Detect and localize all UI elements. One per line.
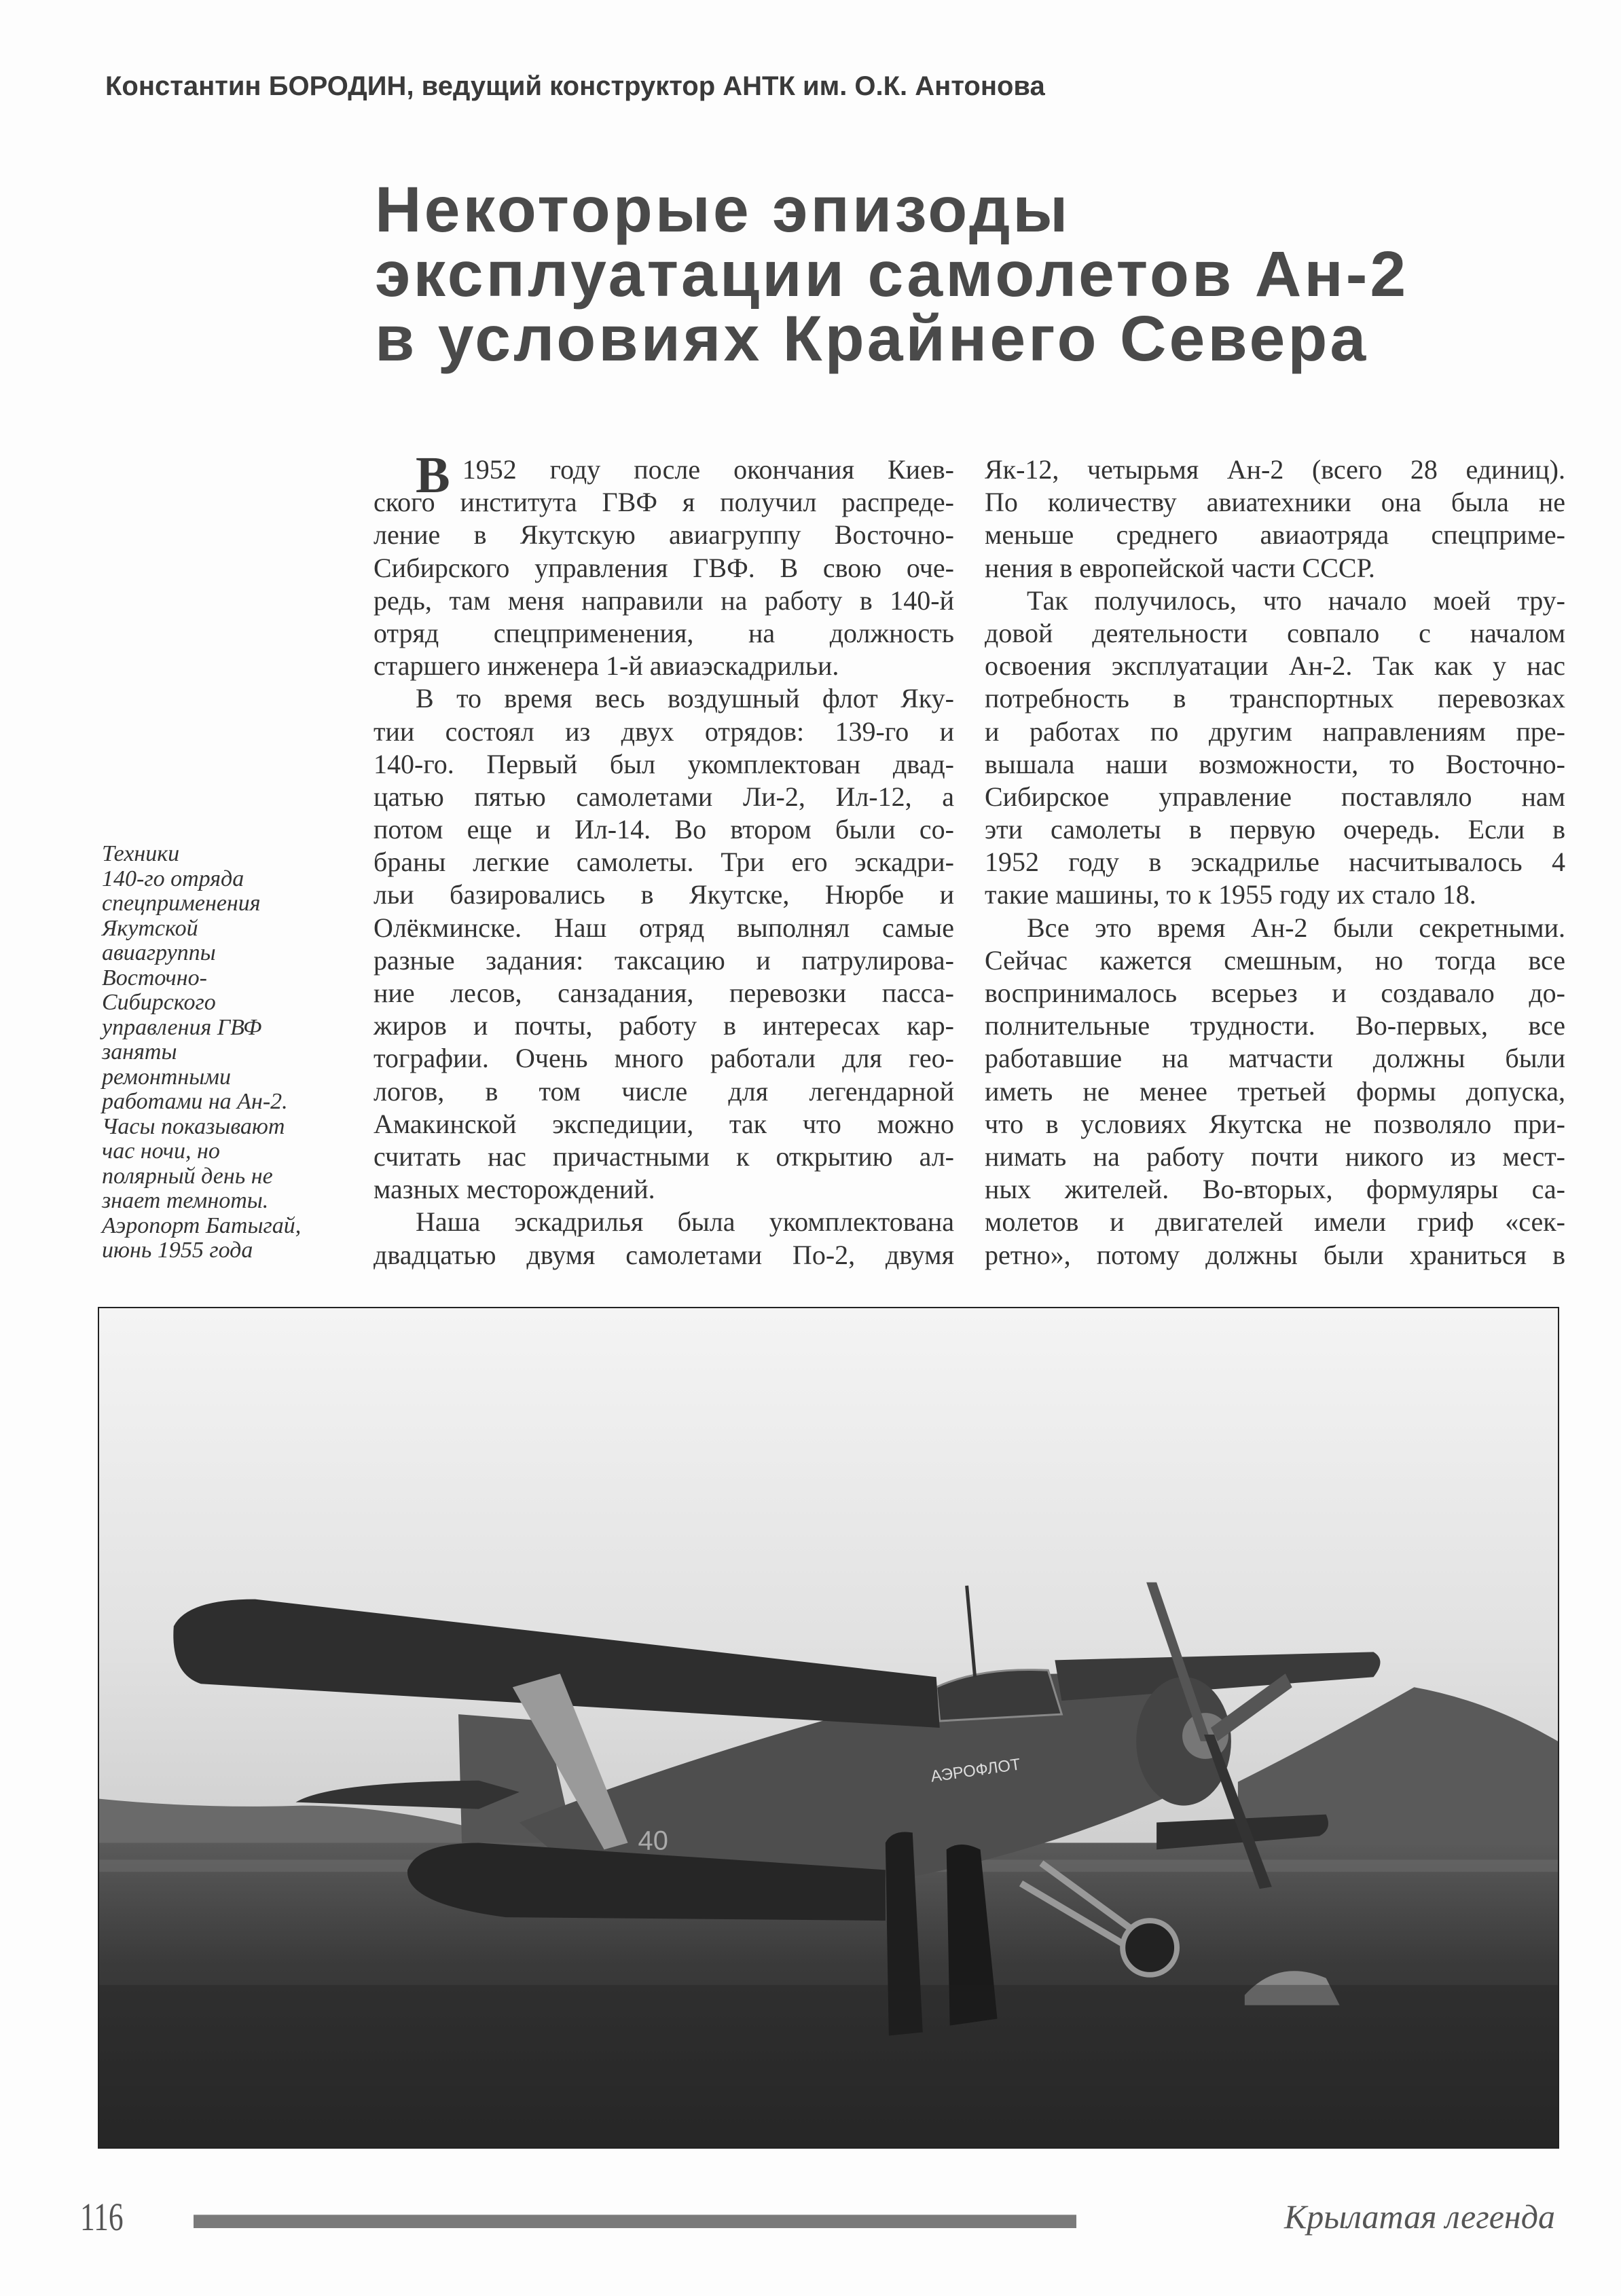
text-line: 1952 году в эскадрилье насчитывалось 4	[985, 847, 1565, 878]
text-line: разные задания: таксацию и патрулирова-	[374, 944, 954, 976]
author-byline: Константин БОРОДИН, ведущий конструктор АНТК им. О.К. Антонова	[105, 71, 1045, 101]
text-line: вышала наши возможности, то Восточно-	[985, 748, 1565, 779]
caption-line: Аэропорт Батыгай,	[102, 1212, 302, 1238]
text-line: льи базировались в Якутске, Нюрбе и	[374, 879, 954, 910]
caption-line: Якутской	[102, 915, 198, 941]
text-line: потом еще и Ил-14. Во втором были со-	[374, 814, 954, 845]
wheel	[1123, 1921, 1177, 1975]
text-line: считать нас причастными к открытию ал-	[374, 1141, 954, 1172]
caption-line: работами на Ан-2.	[102, 1089, 288, 1114]
text-line: Сейчас кажется смешным, но тогда все	[985, 944, 1565, 976]
text-line: что в условиях Якутска не позволяло при-	[985, 1108, 1565, 1139]
text-line: мазных месторождений.	[374, 1174, 655, 1205]
text-line-content: 1952 году после окончания Киев-	[462, 454, 954, 485]
text-line: потребность в транспортных перевозках	[985, 683, 1565, 714]
text-line: ление в Якутскую авиагруппу Восточно-	[374, 519, 954, 551]
drop-cap: В	[416, 447, 450, 504]
text-line: двадцатью двумя самолетами По-2, двумя	[374, 1239, 954, 1270]
text-line: ского института ГВФ я получил распреде-	[374, 487, 954, 518]
an2-photo-illustration	[99, 1308, 1558, 2147]
text-line: эти самолеты в первую очередь. Если в	[985, 814, 1565, 845]
text-line: редь, там меня направили на работу в 140-й	[374, 585, 954, 616]
caption-line: полярный день не	[102, 1163, 273, 1189]
text-line: цатью пятью самолетами Ли-2, Ил-12, а	[374, 781, 954, 812]
caption-line: Сибирского	[102, 990, 216, 1015]
text-line: Сибирское управление поставляло нам	[985, 781, 1565, 812]
text-line: ретно», потому должны были храниться в	[985, 1239, 1565, 1270]
page-number: 116	[80, 2195, 124, 2239]
caption-line: знает темноты.	[102, 1188, 269, 1213]
text-line: Амакинской экспедиции, так что можно	[374, 1108, 954, 1139]
text-line: старшего инженера 1-й авиаэскадрильи.	[374, 650, 839, 682]
caption-line: заняты	[102, 1039, 177, 1064]
text-line: логов, в том числе для легендарной	[374, 1075, 954, 1107]
text-line: и работах по другим направлениям пре-	[985, 716, 1565, 747]
text-line: Олёкминске. Наш отряд выполнял самые	[374, 912, 954, 943]
text-line: Сибирского управления ГВФ. В свою оче-	[374, 552, 954, 583]
text-line: работавшие на матчасти должны были	[985, 1043, 1565, 1074]
text-column-2	[985, 453, 1565, 1272]
caption-line: авиагруппы	[102, 940, 216, 965]
text-column-1	[374, 447, 954, 1272]
text-line: такие машины, то к 1955 году их стало 18.	[985, 879, 1476, 910]
text-line: меньше среднего авиаотряда спецприме-	[985, 519, 1565, 551]
text-line: В то время весь воздушный флот Яку-	[416, 683, 954, 714]
text-line: иметь не менее третьей формы допуска,	[985, 1075, 1565, 1107]
caption-line: Техники	[102, 841, 180, 866]
text-line: воспринималось всерьез и создавало до-	[985, 978, 1565, 1008]
title-line: эксплуатации самолетов Ан-2	[375, 238, 1409, 310]
text-line: довой деятельности совпало с началом	[985, 617, 1565, 648]
text-line: нения в европейской части СССР.	[985, 552, 1375, 583]
text-line: Наша эскадрилья была укомплектована	[416, 1206, 954, 1238]
caption-line: ремонтными	[102, 1064, 231, 1090]
text-line: жиров и почты, работу в интересах кар-	[374, 1010, 954, 1041]
text-line: Все это время Ан-2 были секретными.	[1027, 912, 1565, 943]
caption-line: Восточно-	[102, 965, 207, 990]
title-line: в условиях Крайнего Севера	[375, 303, 1369, 375]
caption-line: июнь 1955 года	[102, 1238, 253, 1263]
text-line: Як-12, четырьмя Ан-2 (всего 28 единиц).	[985, 454, 1565, 485]
text-line: ние лесов, санзадания, перевозки пасса-	[374, 978, 954, 1008]
text-line: тографии. Очень много работали для гео-	[374, 1043, 954, 1074]
text-line: молетов и двигателей имели гриф «сек-	[985, 1206, 1565, 1238]
text-line: По количеству авиатехники она была не	[985, 487, 1565, 518]
tail-number: 40	[638, 1826, 668, 1856]
caption-line: 140-го отряда	[102, 866, 244, 891]
text-line: браны легкие самолеты. Три его эскадри-	[374, 847, 954, 878]
text-line: освоения эксплуатации Ан-2. Так как у нас	[985, 650, 1565, 682]
text-line: Так получилось, что начало моей тру-	[1027, 585, 1565, 616]
text-line: 140-го. Первый был укомплектован двад-	[374, 748, 954, 779]
fuselage-lettering: АЭРОФЛОТ	[929, 1755, 1022, 1786]
article-title	[375, 174, 1409, 375]
title-line: Некоторые эпизоды	[375, 174, 1071, 246]
text-line: тии состоял из двух отрядов: 139-го и	[374, 716, 954, 747]
footer-divider-bar	[194, 2215, 1076, 2228]
journal-name: Крылатая легенда	[1284, 2198, 1555, 2236]
caption-line: Часы показывают	[102, 1113, 285, 1139]
text-line: нимать на работу почти никого из мест-	[985, 1141, 1565, 1172]
photo-caption	[102, 842, 346, 1263]
text-line: полнительные трудности. Во-первых, все	[985, 1010, 1565, 1041]
text-line: ных жителей. Во-вторых, формуляры са-	[985, 1174, 1565, 1205]
caption-line: спецприменения	[102, 891, 261, 916]
text-line: отряд спецприменения, на должность	[374, 617, 954, 648]
photo-an2-aircraft	[98, 1307, 1559, 2149]
caption-line: управления ГВФ	[102, 1014, 262, 1040]
caption-line: час ночи, но	[102, 1138, 220, 1164]
